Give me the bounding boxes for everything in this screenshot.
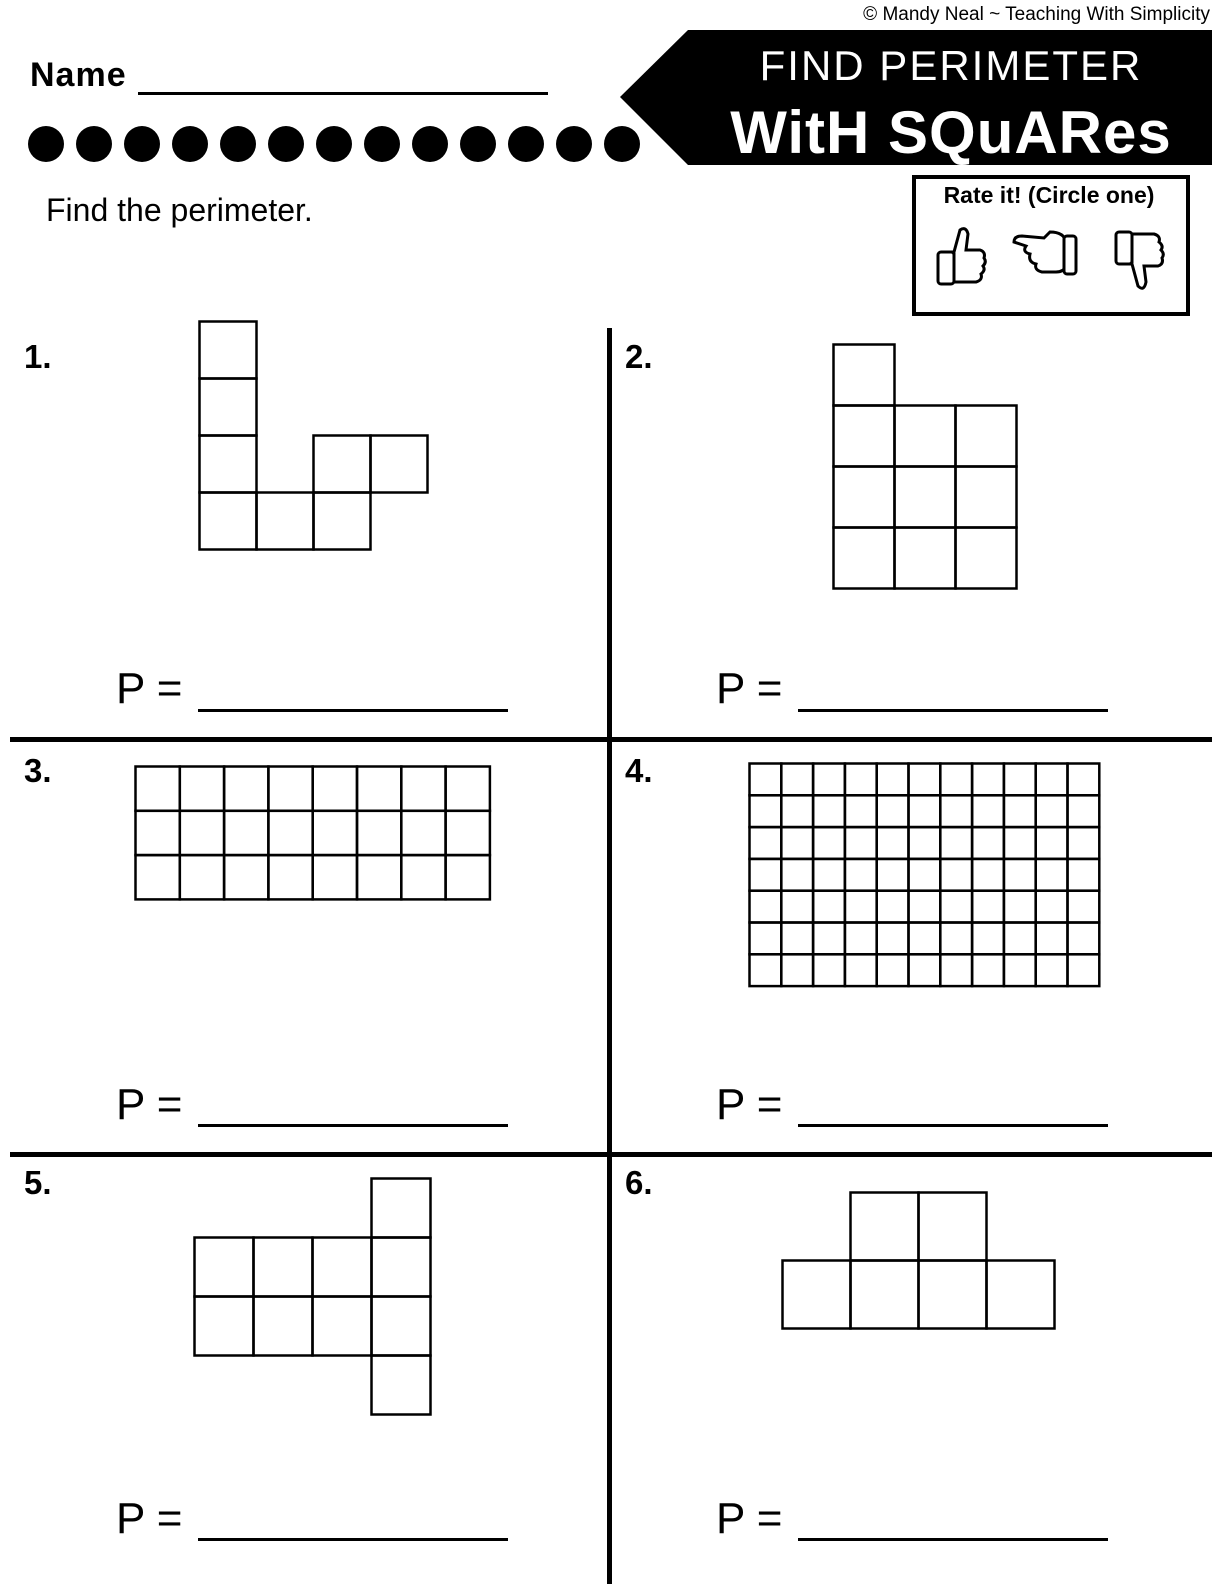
- grid-square: [357, 767, 401, 811]
- grid-square: [313, 855, 357, 899]
- grid-square: [1068, 795, 1100, 827]
- grid-square: [919, 1261, 987, 1329]
- grid-square: [845, 923, 877, 955]
- grid-square: [1036, 954, 1068, 986]
- grid-square: [781, 795, 813, 827]
- grid-square: [845, 827, 877, 859]
- grid-square: [1004, 764, 1036, 796]
- answer-line-6[interactable]: [798, 1538, 1108, 1541]
- answer-label: P =: [116, 1080, 183, 1129]
- grid-square: [813, 923, 845, 955]
- grid-square: [877, 859, 909, 891]
- instructions-text: Find the perimeter.: [46, 192, 313, 228]
- grid-square: [845, 764, 877, 796]
- grid-square: [813, 764, 845, 796]
- grid-square: [446, 767, 490, 811]
- grid-square: [314, 436, 371, 493]
- grid-square: [268, 811, 312, 855]
- grid-square: [357, 855, 401, 899]
- grid-square: [224, 811, 268, 855]
- answer-line-3[interactable]: [198, 1124, 508, 1127]
- name-label: Name: [30, 56, 127, 94]
- grid-square: [1004, 891, 1036, 923]
- grid-square: [195, 1297, 254, 1356]
- grid-square: [895, 528, 956, 589]
- grid-square: [1004, 923, 1036, 955]
- answer-line-4[interactable]: [798, 1124, 1108, 1127]
- problem-1-shape: [198, 320, 430, 550]
- grid-square: [1068, 827, 1100, 859]
- grid-square: [956, 406, 1017, 467]
- name-field-line[interactable]: [138, 92, 548, 95]
- problem-5-shape: [193, 1177, 433, 1417]
- grid-square: [895, 406, 956, 467]
- grid-square: [877, 891, 909, 923]
- grid-square: [845, 954, 877, 986]
- problem-number: 2.: [625, 338, 653, 375]
- problem-number: 6.: [625, 1164, 653, 1201]
- grid-square: [357, 811, 401, 855]
- grid-square: [200, 436, 257, 493]
- grid-square: [972, 891, 1004, 923]
- grid-square: [372, 1297, 431, 1356]
- grid-square: [371, 436, 428, 493]
- grid-square: [813, 859, 845, 891]
- thumbs-up-icon[interactable]: [930, 222, 990, 292]
- grid-square: [834, 345, 895, 406]
- grid-square: [1068, 891, 1100, 923]
- grid-square: [314, 493, 371, 550]
- grid-square: [750, 891, 782, 923]
- answer-label: P =: [116, 1494, 183, 1543]
- grid-square: [224, 767, 268, 811]
- grid-square: [895, 467, 956, 528]
- grid-square: [254, 1238, 313, 1297]
- grid-square: [940, 827, 972, 859]
- grid-square: [1068, 923, 1100, 955]
- dot: [28, 126, 64, 162]
- grid-square: [750, 859, 782, 891]
- grid-square: [372, 1356, 431, 1415]
- answer-line-5[interactable]: [198, 1538, 508, 1541]
- copyright-text: © Mandy Neal ~ Teaching With Simplicity: [863, 4, 1210, 25]
- grid-square: [200, 379, 257, 436]
- grid-square: [813, 827, 845, 859]
- grid-square: [909, 923, 941, 955]
- grid-square: [750, 954, 782, 986]
- dot: [460, 126, 496, 162]
- grid-square: [972, 827, 1004, 859]
- grid-square: [877, 764, 909, 796]
- dot: [412, 126, 448, 162]
- grid-square: [180, 811, 224, 855]
- grid-square: [254, 1297, 313, 1356]
- grid-square: [1036, 891, 1068, 923]
- grid-square: [834, 406, 895, 467]
- grid-square: [136, 767, 180, 811]
- thumbs-sideways-icon[interactable]: [1010, 222, 1080, 282]
- problem-number: 1.: [24, 338, 52, 375]
- grid-square: [750, 827, 782, 859]
- problem-2-shape: [832, 343, 1018, 589]
- problem-6-shape: [781, 1191, 1056, 1331]
- grid-square: [783, 1261, 851, 1329]
- grid-square: [956, 528, 1017, 589]
- answer-line-2[interactable]: [798, 709, 1108, 712]
- grid-square: [268, 767, 312, 811]
- grid-square: [200, 493, 257, 550]
- dot: [364, 126, 400, 162]
- worksheet-title-line1: FIND PERIMETER: [759, 42, 1143, 89]
- problem-4-shape: [748, 762, 1101, 987]
- grid-square: [909, 891, 941, 923]
- grid-square: [909, 859, 941, 891]
- grid-square: [909, 795, 941, 827]
- worksheet-title-line2: WitH SQuARes: [730, 99, 1172, 166]
- grid-square: [372, 1179, 431, 1238]
- grid-square: [781, 923, 813, 955]
- grid-square: [195, 1238, 254, 1297]
- problem-number: 3.: [24, 752, 52, 789]
- grid-square: [987, 1261, 1055, 1329]
- grid-square: [851, 1193, 919, 1261]
- grid-square: [1036, 859, 1068, 891]
- answer-label: P =: [116, 664, 183, 713]
- grid-square: [401, 811, 445, 855]
- grid-square: [180, 855, 224, 899]
- grid-square: [834, 528, 895, 589]
- grid-square: [813, 954, 845, 986]
- grid-square: [1036, 764, 1068, 796]
- grid-square: [1068, 764, 1100, 796]
- grid-square: [845, 859, 877, 891]
- grid-square: [845, 795, 877, 827]
- grid-square: [268, 855, 312, 899]
- grid-square: [972, 764, 1004, 796]
- dot: [508, 126, 544, 162]
- grid-square: [940, 954, 972, 986]
- grid-square: [919, 1193, 987, 1261]
- grid-square: [1004, 954, 1036, 986]
- grid-square: [940, 795, 972, 827]
- grid-square: [972, 954, 1004, 986]
- problem-3-shape: [134, 765, 492, 901]
- grid-square: [909, 827, 941, 859]
- grid-square: [813, 795, 845, 827]
- grid-square: [781, 764, 813, 796]
- grid-square: [1036, 827, 1068, 859]
- grid-square: [851, 1261, 919, 1329]
- grid-square: [313, 767, 357, 811]
- rate-it-label: Rate it! (Circle one): [943, 182, 1155, 208]
- grid-square: [940, 859, 972, 891]
- grid-square: [956, 467, 1017, 528]
- grid-square: [313, 811, 357, 855]
- grid-square: [972, 859, 1004, 891]
- thumbs-down-icon[interactable]: [1108, 222, 1168, 296]
- grid-square: [313, 1297, 372, 1356]
- grid-square: [1004, 827, 1036, 859]
- grid-square: [877, 954, 909, 986]
- grid-square: [401, 767, 445, 811]
- grid-square: [257, 493, 314, 550]
- dot: [124, 126, 160, 162]
- dot: [268, 126, 304, 162]
- dot: [172, 126, 208, 162]
- grid-square: [781, 827, 813, 859]
- answer-label: P =: [716, 1494, 783, 1543]
- grid-square: [750, 764, 782, 796]
- grid-square: [401, 855, 445, 899]
- row-divider: [10, 737, 1212, 742]
- grid-square: [845, 891, 877, 923]
- grid-square: [972, 795, 1004, 827]
- grid-square: [750, 795, 782, 827]
- grid-square: [909, 954, 941, 986]
- grid-square: [200, 322, 257, 379]
- grid-square: [224, 855, 268, 899]
- grid-square: [781, 954, 813, 986]
- dot: [220, 126, 256, 162]
- grid-square: [313, 1238, 372, 1297]
- grid-square: [909, 764, 941, 796]
- grid-square: [877, 827, 909, 859]
- dot: [556, 126, 592, 162]
- grid-square: [877, 795, 909, 827]
- grid-square: [877, 923, 909, 955]
- grid-square: [372, 1238, 431, 1297]
- grid-square: [813, 891, 845, 923]
- dot: [316, 126, 352, 162]
- grid-square: [1004, 795, 1036, 827]
- grid-square: [1004, 859, 1036, 891]
- dot: [76, 126, 112, 162]
- answer-label: P =: [716, 664, 783, 713]
- grid-square: [940, 764, 972, 796]
- grid-square: [180, 767, 224, 811]
- grid-square: [1036, 795, 1068, 827]
- grid-square: [940, 923, 972, 955]
- grid-square: [972, 923, 1004, 955]
- row-divider: [10, 1152, 1212, 1157]
- grid-square: [446, 811, 490, 855]
- grid-square: [750, 923, 782, 955]
- column-divider: [607, 328, 612, 1584]
- answer-label: P =: [716, 1080, 783, 1129]
- grid-square: [1036, 923, 1068, 955]
- grid-square: [136, 855, 180, 899]
- grid-square: [781, 859, 813, 891]
- answer-line-1[interactable]: [198, 709, 508, 712]
- grid-square: [940, 891, 972, 923]
- grid-square: [781, 891, 813, 923]
- grid-square: [446, 855, 490, 899]
- grid-square: [1068, 859, 1100, 891]
- problem-number: 4.: [625, 752, 653, 789]
- problem-number: 5.: [24, 1164, 52, 1201]
- grid-square: [834, 467, 895, 528]
- decorative-dots: [28, 126, 640, 162]
- grid-square: [136, 811, 180, 855]
- grid-square: [1068, 954, 1100, 986]
